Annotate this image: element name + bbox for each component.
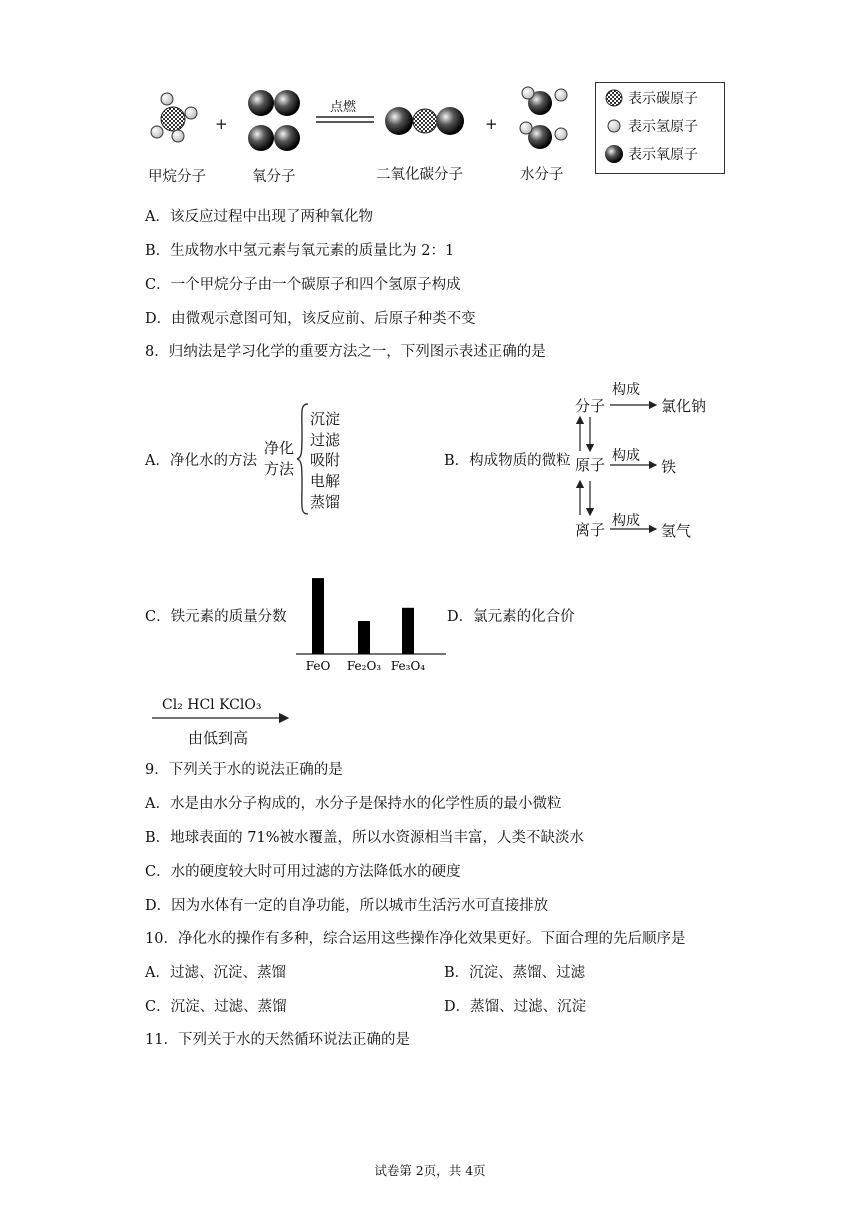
legend-hydrogen: 表示氢原子 — [604, 114, 698, 138]
water-label: 水分子 — [520, 167, 564, 183]
atom-legend — [595, 82, 725, 174]
q9-option-d: D．因为水体有一定的自净功能，所以城市生活污水可直接排放 — [145, 898, 549, 914]
oxygen-label: 氧分子 — [252, 169, 296, 185]
q8-a-item: 沉淀 — [310, 410, 341, 428]
methane-label: 甲烷分子 — [148, 169, 206, 185]
plus-sign: + — [215, 115, 228, 133]
legend-oxygen: 表示氧原子 — [604, 142, 698, 166]
q8-option-d-label: D．氯元素的化合价 — [447, 609, 575, 625]
q11-stem: 11．下列关于水的天然循环说法正确的是 — [145, 1032, 410, 1048]
bar-0 — [312, 578, 324, 654]
q8-a-title-1: 净化 — [264, 439, 295, 457]
q10-option-c: C．沉淀、过滤、蒸馏 — [145, 999, 287, 1015]
q10-option-a: A．过滤、沉淀、蒸馏 — [145, 965, 286, 981]
iron-mass-fraction-chart — [296, 560, 448, 678]
q8-d-compounds: Cl₂ HCl KClO₃ — [162, 697, 262, 713]
q10-option-b: B．沉淀、蒸馏、过滤 — [444, 965, 586, 981]
q7-option-c: C．一个甲烷分子由一个碳原子和四个氢原子构成 — [145, 277, 461, 293]
tick-label-1: Fe₂O₃ — [346, 659, 382, 673]
target-iron: 铁 — [661, 458, 677, 476]
q9-option-a: A．水是由水分子构成的，水分子是保持水的化学性质的最小微粒 — [145, 796, 562, 812]
equals-arrow — [316, 115, 374, 125]
tick-label-2: Fe₃O₄ — [390, 659, 426, 673]
hydrogen-atom-icon — [604, 116, 624, 136]
q8-a-item: 过滤 — [310, 431, 341, 449]
reaction-condition: 点燃 — [330, 100, 357, 115]
co2-molecule-image — [383, 104, 467, 138]
methane-molecule-image — [143, 90, 203, 146]
arrow-label-1: 构成 — [612, 382, 640, 398]
q8-option-b-label: B．构成物质的微粒 — [444, 453, 571, 469]
q7-option-a: A．该反应过程中出现了两种氧化物 — [145, 209, 373, 225]
q8-a-title-2: 方法 — [264, 460, 295, 478]
brace-icon — [296, 402, 310, 516]
q8-a-item: 蒸馏 — [310, 493, 341, 511]
node-atom: 原子 — [575, 456, 606, 474]
arrow-label-3: 构成 — [612, 513, 640, 529]
oxygen-molecules-image — [246, 88, 304, 154]
q8-a-item: 吸附 — [310, 451, 341, 469]
q10-stem: 10．净化水的操作有多种，综合运用这些操作净化效果更好。下面合理的先后顺序是 — [145, 931, 686, 947]
q8-d-caption: 由低到高 — [188, 729, 249, 747]
water-molecules-image — [517, 84, 577, 156]
plus-sign-2: + — [485, 115, 498, 133]
node-molecule: 分子 — [575, 397, 606, 415]
q10-option-d: D．蒸馏、过滤、沉淀 — [444, 999, 587, 1015]
q8-option-c-label: C．铁元素的质量分数 — [145, 609, 287, 625]
node-ion: 离子 — [575, 521, 606, 539]
particle-arrows — [570, 395, 660, 535]
bar-1 — [358, 621, 370, 654]
co2-label: 二氧化碳分子 — [376, 167, 463, 183]
q7-option-b: B．生成物水中氢元素与氧元素的质量比为 2：1 — [145, 243, 455, 259]
q8-a-item: 电解 — [310, 472, 341, 490]
q8-stem: 8．归纳法是学习化学的重要方法之一，下列图示表述正确的是 — [145, 344, 546, 360]
order-arrow — [150, 712, 292, 724]
bar-2 — [402, 608, 414, 654]
q9-stem: 9．下列关于水的说法正确的是 — [145, 762, 343, 778]
carbon-atom-icon — [604, 88, 624, 108]
arrow-label-2: 构成 — [612, 448, 640, 464]
q7-option-d: D．由微观示意图可知，该反应前、后原子种类不变 — [145, 311, 476, 327]
q9-option-b: B．地球表面的 71%被水覆盖，所以水资源相当丰富，人类不缺淡水 — [145, 830, 584, 846]
target-hydrogen: 氢气 — [661, 522, 692, 540]
target-nacl: 氯化钠 — [661, 397, 707, 415]
q9-option-c: C．水的硬度较大时可用过滤的方法降低水的硬度 — [145, 864, 461, 880]
oxygen-atom-icon — [604, 144, 624, 164]
page-footer: 试卷第 2页，共 4页 — [374, 1163, 486, 1178]
tick-label-0: FeO — [305, 659, 331, 673]
legend-carbon: 表示碳原子 — [604, 86, 698, 110]
q8-option-a-label: A．净化水的方法 — [145, 453, 257, 469]
